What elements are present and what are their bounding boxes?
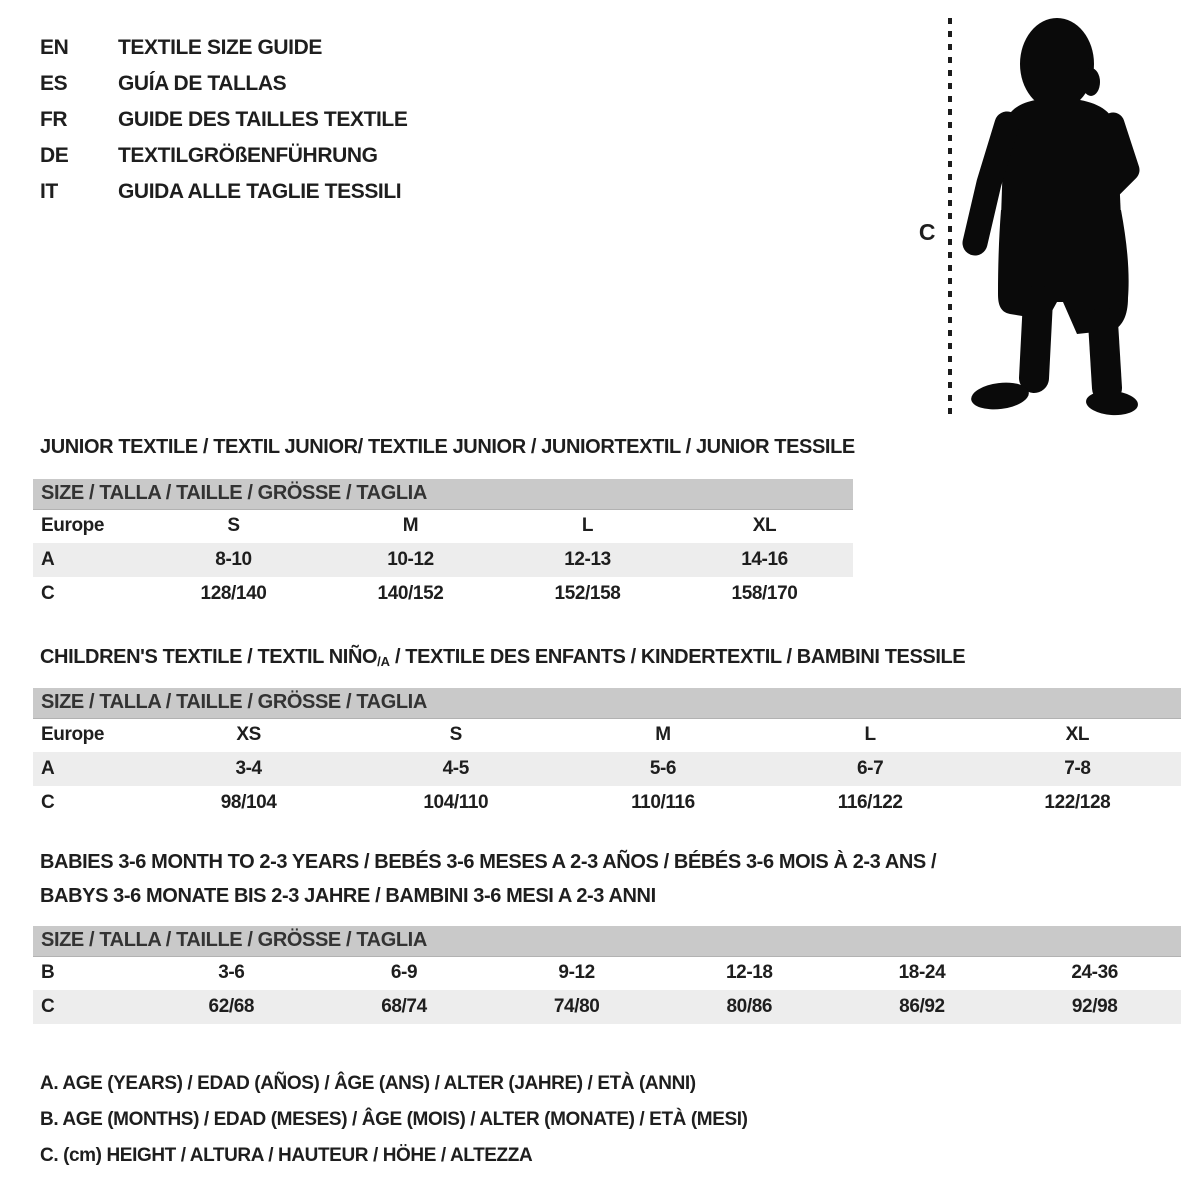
language-code: EN	[40, 36, 69, 59]
children-size-table	[33, 688, 1181, 820]
size-value-cell: 116/122	[837, 792, 903, 813]
measure-legend	[40, 1066, 748, 1174]
size-row-europe	[33, 718, 1181, 752]
junior-size-table	[33, 479, 853, 611]
size-header-row	[33, 926, 1181, 956]
size-value-cell: 86/92	[899, 996, 945, 1017]
size-value-cell: XS	[236, 724, 261, 746]
row-label: C	[41, 583, 55, 604]
junior-section-title	[40, 430, 855, 464]
size-value-cell: 98/104	[220, 792, 277, 813]
height-figure	[900, 0, 1155, 425]
section-title-line	[40, 640, 965, 679]
row-label: C	[41, 996, 55, 1017]
size-header-row	[33, 688, 1181, 718]
size-header-row	[33, 479, 853, 509]
size-value-cell: L	[581, 515, 594, 537]
size-value-cell: 152/158	[554, 583, 621, 604]
guide-title: GUIDE DES TAILLES TEXTILE	[118, 108, 408, 131]
size-value-cell: 140/152	[377, 583, 444, 604]
size-value-cell: 12-13	[564, 549, 611, 570]
title-subscript: /A	[377, 654, 390, 669]
toddler-silhouette-icon	[970, 18, 1139, 417]
size-row-c	[33, 786, 1181, 820]
title-text: / TEXTILE DES ENFANTS / KINDERTEXTIL / BAMBINI TESSILE	[389, 646, 966, 668]
row-label: A	[41, 758, 55, 779]
row-label: A	[41, 549, 55, 570]
legend-line-age-years: A. AGE (YEARS) / EDAD (AÑOS) / ÂGE (ANS) / ALTER (JAHRE) / ETÀ (ANNI)	[40, 1073, 696, 1094]
size-value-cell: 110/116	[631, 792, 695, 813]
language-title-row	[40, 102, 407, 138]
size-value-cell: S	[227, 515, 240, 537]
guide-title: GUIDA ALLE TAGLIE TESSILI	[118, 180, 402, 203]
size-value-cell: 9-12	[558, 962, 595, 984]
language-code: DE	[40, 144, 69, 167]
title-text: BABIES 3-6 MONTH TO 2-3 YEARS / BEBÉS 3-6 MESES A 2-3 AÑOS / BÉBÉS 3-6 MOIS À 2-3 ANS /	[40, 851, 937, 873]
size-value-cell: 8-10	[215, 549, 252, 570]
size-value-cell: 74/80	[553, 996, 600, 1017]
row-label: C	[41, 792, 55, 813]
row-label: Europe	[41, 724, 105, 746]
size-value-cell: 122/128	[1044, 792, 1111, 813]
size-value-cell: 3-4	[235, 758, 262, 779]
row-label: Europe	[41, 515, 105, 537]
size-value-cell: 62/68	[208, 996, 255, 1017]
size-value-cell: 5-6	[649, 758, 677, 779]
size-value-cell: 104/110	[423, 792, 489, 813]
size-value-cell: 6-9	[390, 962, 418, 984]
size-row-a	[33, 543, 853, 577]
size-value-cell: S	[449, 724, 462, 746]
size-row-a	[33, 752, 1181, 786]
size-value-cell: 6-7	[857, 758, 884, 779]
section-title-line	[40, 430, 855, 464]
language-title-row	[40, 138, 407, 174]
babies-size-table	[33, 926, 1181, 1024]
babies-section-title	[40, 845, 936, 913]
language-title-row	[40, 174, 407, 210]
size-value-cell: M	[402, 515, 419, 537]
section-title-line	[40, 879, 936, 913]
section-title-line	[40, 845, 936, 879]
title-text: JUNIOR TEXTILE / TEXTIL JUNIOR/ TEXTILE JUNIOR / JUNIORTEXTIL / JUNIOR TESSILE	[40, 436, 855, 458]
size-value-cell: 4-5	[442, 758, 469, 779]
size-value-cell: 158/170	[731, 583, 798, 604]
language-code: ES	[40, 72, 68, 95]
guide-title: GUÍA DE TALLAS	[118, 72, 287, 95]
guide-title: TEXTILE SIZE GUIDE	[118, 36, 322, 59]
size-row-b	[33, 956, 1181, 990]
size-value-cell: XL	[752, 515, 777, 537]
size-value-cell: XL	[1065, 724, 1090, 746]
size-value-cell: 24-36	[1071, 962, 1118, 984]
language-code: FR	[40, 108, 68, 131]
size-header-label: SIZE / TALLA / TAILLE / GRÖSSE / TAGLIA	[33, 926, 1181, 956]
size-value-cell: 18-24	[898, 962, 946, 984]
size-value-cell: L	[864, 724, 876, 746]
language-title-list	[40, 30, 407, 210]
legend-line-height-cm: C. (cm) HEIGHT / ALTURA / HAUTEUR / HÖHE / ALTEZZA	[40, 1145, 533, 1166]
language-title-row	[40, 66, 407, 102]
size-header-label: SIZE / TALLA / TAILLE / GRÖSSE / TAGLIA	[33, 479, 853, 509]
title-text: CHILDREN'S TEXTILE / TEXTIL NIÑO	[40, 646, 378, 668]
row-label: B	[41, 962, 55, 984]
size-value-cell: 14-16	[741, 549, 788, 570]
size-value-cell: M	[655, 724, 671, 746]
legend-line-age-months: B. AGE (MONTHS) / EDAD (MESES) / ÂGE (MOIS) / ALTER (MONATE) / ETÀ (MESI)	[40, 1109, 748, 1130]
children-section-title	[40, 640, 965, 679]
size-value-cell: 3-6	[218, 962, 245, 984]
size-value-cell: 92/98	[1071, 996, 1118, 1017]
size-value-cell: 68/74	[381, 996, 427, 1017]
size-row-c	[33, 990, 1181, 1024]
language-code: IT	[40, 180, 58, 203]
size-value-cell: 7-8	[1064, 758, 1091, 779]
title-text: BABYS 3-6 MONATE BIS 2-3 JAHRE / BAMBINI 3-6 MESI A 2-3 ANNI	[40, 885, 656, 907]
size-value-cell: 80/86	[726, 996, 773, 1017]
size-row-europe	[33, 509, 853, 543]
height-measure-label: C	[918, 219, 936, 245]
guide-title: TEXTILGRÖßENFÜHRUNG	[118, 144, 378, 167]
size-value-cell: 12-18	[725, 962, 773, 984]
size-value-cell: 10-12	[387, 549, 434, 570]
language-title-row	[40, 30, 407, 66]
size-header-label: SIZE / TALLA / TAILLE / GRÖSSE / TAGLIA	[33, 688, 1181, 718]
size-row-c	[33, 577, 853, 611]
size-value-cell: 128/140	[200, 583, 267, 604]
